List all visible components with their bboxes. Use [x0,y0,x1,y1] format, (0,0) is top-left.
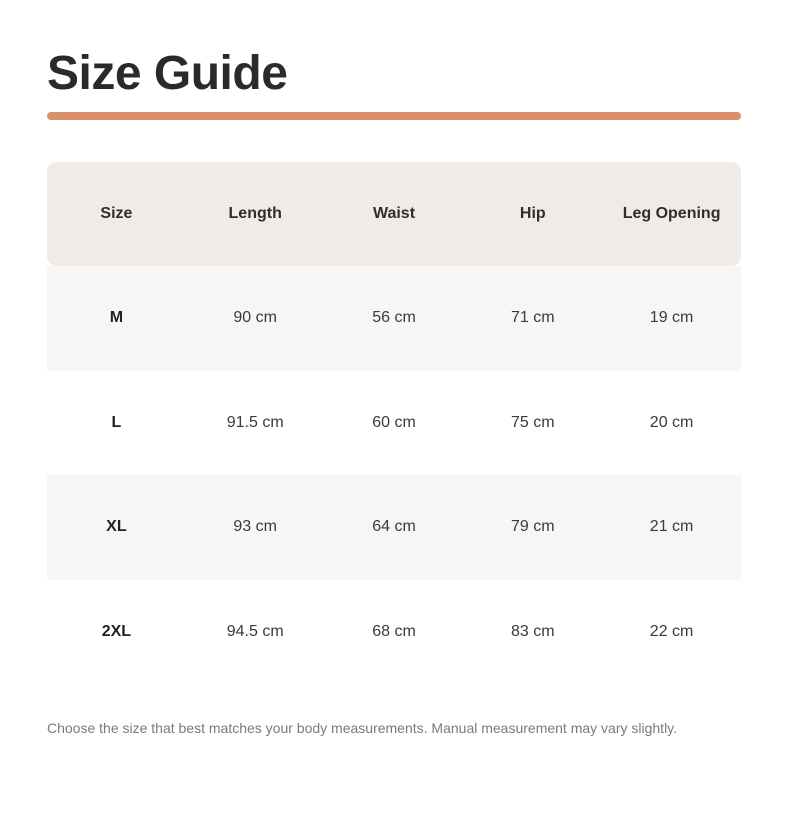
leg-opening-cell: 21 cm [649,518,694,536]
page-title: Size Guide [47,47,288,100]
column-header-leg-opening: Leg Opening [622,205,721,222]
size-cell: M [109,309,124,327]
column-header-length: Length [228,205,282,222]
column-header-size: Size [100,205,133,222]
length-cell: 90 cm [233,309,277,327]
title-underline [47,112,741,120]
table-row [47,266,741,371]
hip-cell: 79 cm [511,518,555,536]
table-row [47,475,741,580]
waist-cell: 56 cm [372,309,416,327]
table-header-row [47,162,741,266]
waist-cell: 64 cm [372,518,416,536]
length-cell: 94.5 cm [226,622,284,640]
hip-cell: 75 cm [511,413,555,431]
size-cell: 2XL [101,622,132,640]
length-cell: 93 cm [233,518,277,536]
leg-opening-cell: 19 cm [649,309,694,327]
length-cell: 91.5 cm [226,413,284,431]
column-header-hip: Hip [519,205,546,222]
leg-opening-cell: 22 cm [649,622,694,640]
measurement-note: Choose the size that best matches your body measurements. Manual measurement may vary slightly. [47,720,678,736]
leg-opening-cell: 20 cm [649,413,694,431]
waist-cell: 60 cm [372,413,416,431]
column-header-waist: Waist [372,205,416,222]
size-cell: L [111,413,122,431]
size-table [47,162,741,684]
table-row [47,580,741,685]
waist-cell: 68 cm [372,622,416,640]
table-row [47,371,741,476]
size-cell: XL [106,518,127,536]
hip-cell: 83 cm [511,622,555,640]
hip-cell: 71 cm [511,309,555,327]
